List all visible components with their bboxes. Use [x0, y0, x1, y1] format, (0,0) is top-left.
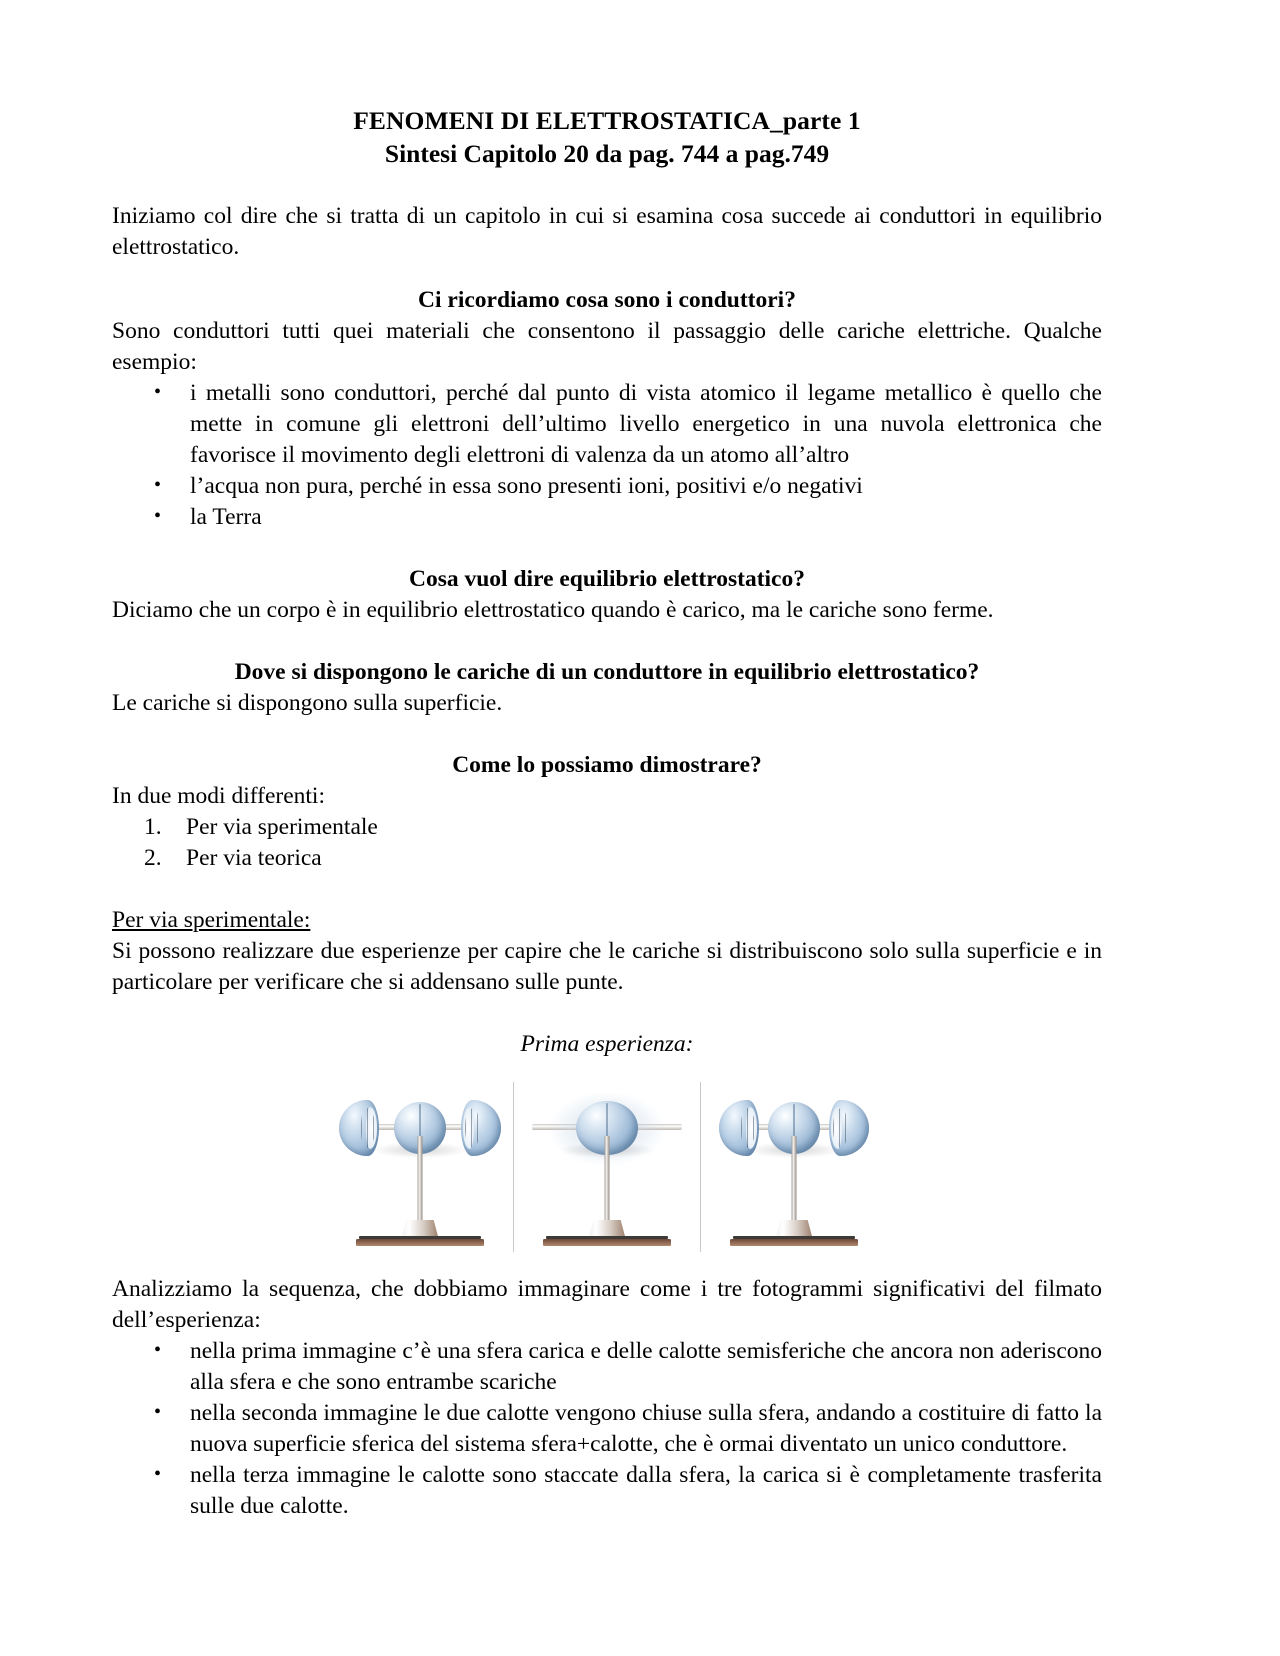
figure-frame-2	[513, 1082, 700, 1252]
heading-dove-cariche: Dove si dispongono le cariche di un conduttore in equilibrio elettrostatico?	[234, 659, 980, 685]
analysis-bullet-list	[112, 1336, 1102, 1522]
heading-per-via-sperimentale: Per via sperimentale:	[112, 907, 311, 933]
page-subtitle: Sintesi Capitolo 20 da pag. 744 a pag.749	[384, 139, 830, 168]
support-mast	[605, 1136, 610, 1222]
list-item	[112, 812, 1102, 843]
hemispherical-cap-left	[719, 1100, 759, 1156]
figure-frame-1	[327, 1082, 513, 1252]
dimostrare-numbered-list	[112, 812, 1102, 874]
hemispherical-cap-right	[829, 1100, 869, 1156]
list-item: • nella seconda immagine le due calotte vengono chiuse sulla sfera, andando a costituire di fatto la nuova superficie sferica del sistema sfera+calotte, che è ormai diventato un unico conduttore.	[112, 1398, 1102, 1460]
cap-hatching	[833, 1108, 847, 1148]
sperimentale-body: Si possono realizzare due esperienze per capire che le cariche si distribuiscono solo sulla superficie e in particolare per verificare che si addensano sulle punte.	[112, 938, 1102, 995]
list-item: • la Terra	[112, 502, 1102, 533]
list-item	[112, 843, 1102, 874]
analysis-lead: Analizziamo la sequenza, che dobbiamo immaginare come i tre fotogrammi significativi del filmato dell’esperienza:	[112, 1276, 1102, 1333]
figure-caption-prima-esperienza: Prima esperienza:	[520, 1031, 694, 1057]
hemispherical-cap-right	[461, 1100, 501, 1156]
list-marker: 2.	[144, 845, 162, 871]
page-title: FENOMENI DI ELETTROSTATICA_parte 1	[353, 106, 861, 135]
hemispherical-cap-left	[339, 1100, 379, 1156]
electrostatic-apparatus-icon	[327, 1082, 513, 1252]
wooden-base-plate	[356, 1239, 484, 1246]
electrostatic-apparatus-icon	[701, 1082, 887, 1252]
dimostrare-lead: In due modi differenti:	[112, 783, 325, 809]
list-item: • l’acqua non pura, perché in essa sono presenti ioni, positivi e/o negativi	[112, 471, 1102, 502]
support-mast	[418, 1136, 423, 1222]
list-marker: 1.	[144, 814, 162, 840]
support-mast	[792, 1136, 797, 1222]
heading-equilibrio: Cosa vuol dire equilibrio elettrostatico?	[409, 566, 805, 592]
list-item: • nella terza immagine le calotte sono staccate dalla sfera, la carica si è completamente trasferita sulle due calotte.	[112, 1460, 1102, 1522]
dove-cariche-body: Le cariche si dispongono sulla superficie.	[112, 690, 503, 716]
wooden-base-plate	[730, 1239, 858, 1246]
cap-hatching	[465, 1108, 479, 1148]
list-item-label: Per via teorica	[186, 845, 322, 871]
heading-come-dimostrare: Come lo possiamo dimostrare?	[452, 752, 762, 778]
electrostatic-apparatus-icon	[514, 1082, 700, 1252]
conduttori-lead: Sono conduttori tutti quei materiali che consentono il passaggio delle cariche elettriche. Qualche esempio:	[112, 318, 1102, 375]
heading-conduttori: Ci ricordiamo cosa sono i conduttori?	[418, 287, 796, 313]
list-item-label: Per via sperimentale	[186, 814, 378, 840]
prima-esperienza-figure	[327, 1082, 887, 1252]
list-item: • i metalli sono conduttori, perché dal punto di vista atomico il legame metallico è quello che mette in comune gli elettroni dell’ultimo livello energetico in una nuvola elettronica che favorisce il movimento degli elettroni di valenza da un atomo all’altro	[112, 378, 1102, 471]
figure-frame-3	[700, 1082, 887, 1252]
list-item: • nella prima immagine c’è una sfera carica e delle calotte semisferiche che ancora non aderiscono alla sfera e che sono entrambe scariche	[112, 1336, 1102, 1398]
equilibrio-body: Diciamo che un corpo è in equilibrio elettrostatico quando è carico, ma le cariche sono ferme.	[112, 597, 994, 623]
intro-paragraph: Iniziamo col dire che si tratta di un capitolo in cui si esamina cosa succede ai conduttori in equilibrio elettrostatico.	[112, 203, 1102, 260]
conduttori-bullet-list	[112, 378, 1102, 533]
wooden-base-plate	[543, 1239, 671, 1246]
